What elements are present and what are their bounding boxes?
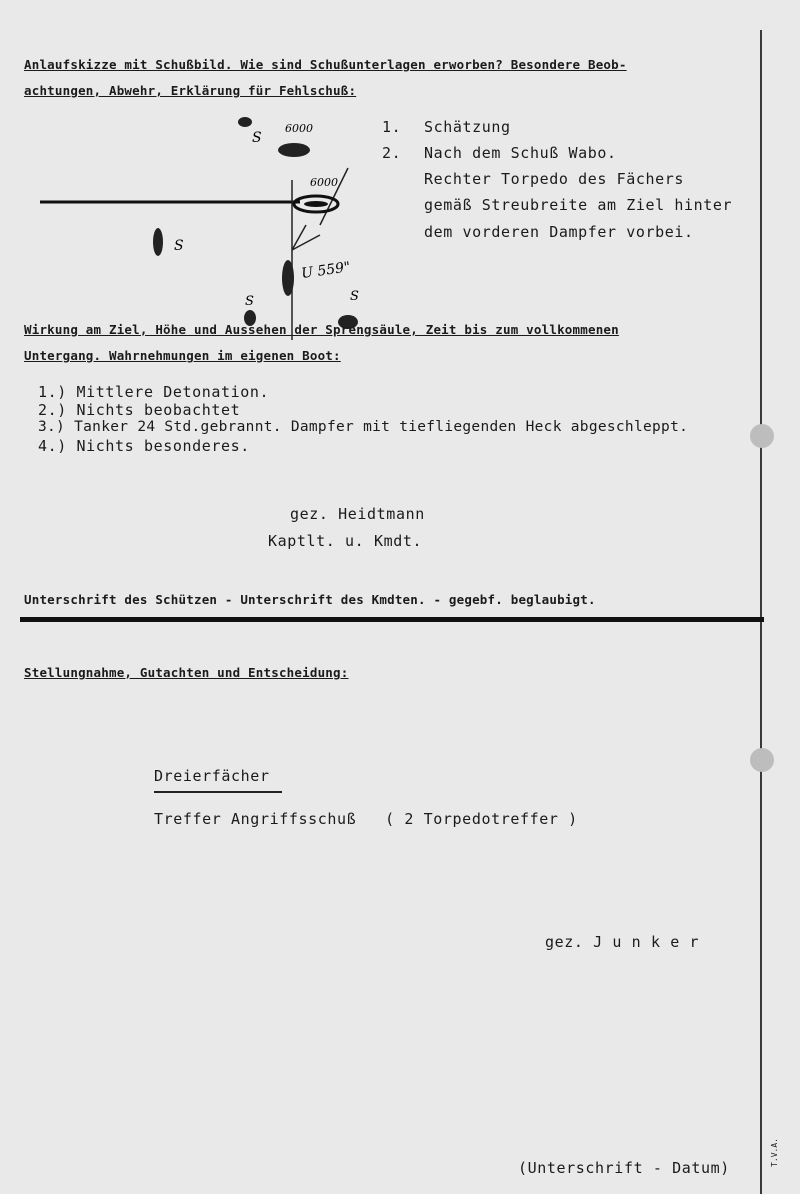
note-line: 1. Schätzung (382, 118, 511, 136)
sketch-header-line2: achtungen, Abwehr, Erklärung für Fehlschuß: (24, 83, 357, 98)
effect-item: 4.) Nichts besonderes. (38, 437, 250, 455)
assessment-header: Stellungnahme, Gutachten und Entscheidung: (24, 665, 349, 680)
effect-item: 2.) Nichts beobachtet (38, 401, 241, 419)
ship-mark (304, 201, 328, 207)
note-line: 2. Nach dem Schuß Wabo. (382, 144, 617, 162)
commander-signature: gez. Heidtmann (290, 505, 425, 523)
note-line: dem vorderen Dampfer vorbei. (424, 223, 694, 241)
sketch-label: S (252, 130, 262, 146)
effect-item: 3.) Tanker 24 Std.gebrannt. Dampfer mit tiefliegenden Heck abgeschleppt. (38, 419, 689, 435)
ship-mark (238, 117, 252, 127)
section-divider (20, 617, 764, 622)
decision-signature: gez. J u n k e r (545, 933, 700, 951)
decision-title: Dreierfächer (154, 767, 270, 785)
punch-hole (750, 424, 774, 448)
decision-title-underline (154, 791, 282, 793)
effect-item: 1.) Mittlere Detonation. (38, 383, 270, 401)
sketch-label: 6000 (285, 122, 313, 135)
punch-hole (750, 748, 774, 772)
ship-mark (282, 260, 294, 296)
commander-rank: Kaptlt. u. Kmdt. (268, 532, 423, 550)
note-line: gemäß Streubreite am Ziel hinter (424, 196, 733, 214)
sketch-header-line1: Anlaufskizze mit Schußbild. Wie sind Schußunterlagen erworben? Besondere Beob- (24, 57, 627, 72)
sketch-label: S (245, 294, 254, 309)
note-line: Rechter Torpedo des Fächers (424, 170, 685, 188)
signature-caption: Unterschrift des Schützen - Unterschrift des Kmdten. - gegebf. beglaubigt. (24, 592, 596, 607)
ship-mark (278, 143, 310, 157)
sketch-label: S (174, 238, 184, 254)
torpedo-track (292, 225, 320, 250)
sheet-edge-line (760, 30, 762, 1194)
effect-header-line2: Untergang. Wahrnehmungen im eigenen Boot: (24, 348, 341, 363)
sketch-label: 6000 (310, 176, 338, 189)
sketch-label: U 559" (300, 259, 352, 282)
archive-stamp: T.V.A. (770, 1138, 779, 1167)
ship-mark (153, 228, 163, 256)
decision-footer: (Unterschrift - Datum) (518, 1159, 730, 1177)
effect-header-line1: Wirkung am Ziel, Höhe und Aussehen der Sprengsäule, Zeit bis zum vollkommenen (24, 322, 619, 337)
attack-sketch (30, 100, 390, 340)
decision-result: Treffer Angriffsschuß ( 2 Torpedotreffer ) (154, 810, 578, 828)
sketch-label: S (350, 289, 359, 304)
